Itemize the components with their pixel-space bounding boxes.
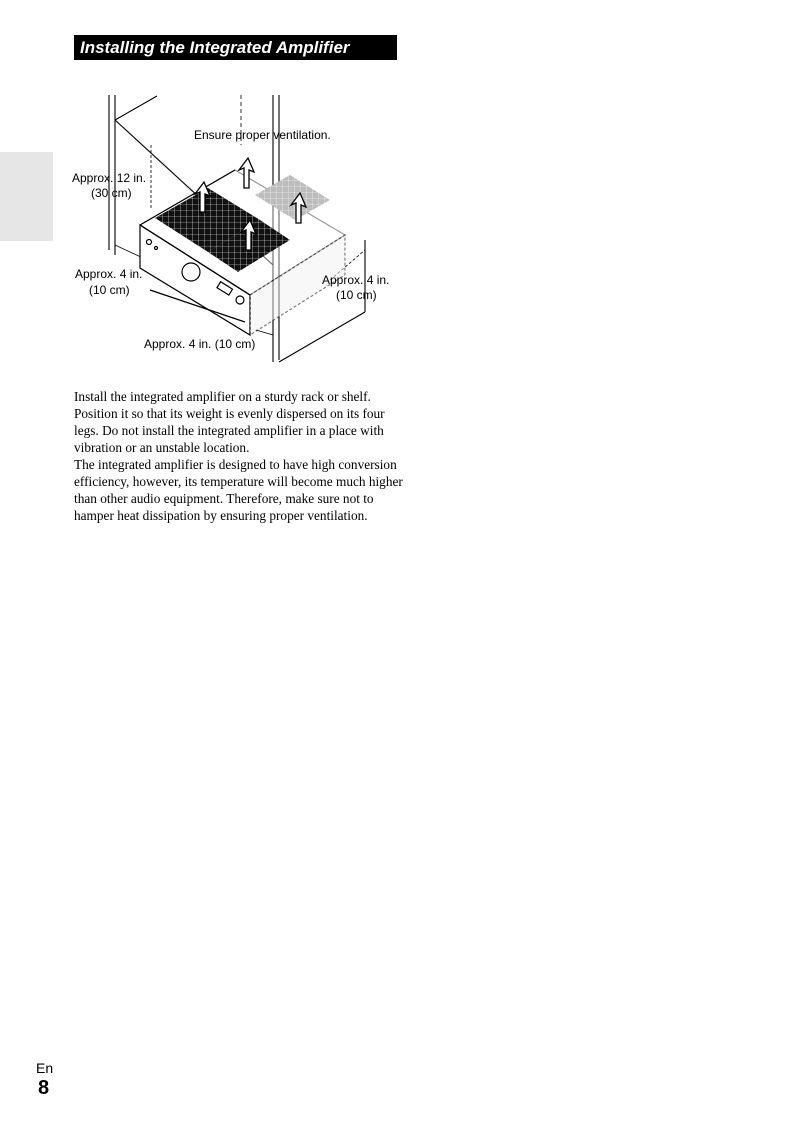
paragraph-installation: Install the integrated amplifier on a sturdy rack or shelf. Position it so that its weight is evenly dispersed on its four legs. Do not install the integrated amplifier in a place with vibration or an unstable location. [74,389,385,455]
body-text [74,388,404,524]
page-language: En [36,1060,54,1076]
paragraph-heat: The integrated amplifier is designed to have high conversion efficiency, however, its temperature will become much higher than other audio equipment. Therefore, make sure not to hamper heat dissipation by ensuring proper ventilation. [74,457,403,523]
label-top-clearance-1: Approx. 12 in. [72,171,147,185]
section-title: Installing the Integrated Amplifier [74,35,397,60]
label-right-clearance-1: Approx. 4 in. [322,273,390,287]
side-tab-marker [0,152,53,241]
label-left-clearance-2: (10 cm) [89,283,130,297]
label-left-clearance-1: Approx. 4 in. [75,267,143,281]
amplifier-unit [140,170,345,335]
label-right-clearance-2: (10 cm) [336,288,377,302]
installation-diagram-svg [60,90,405,370]
label-bottom-clearance: Approx. 4 in. (10 cm) [144,337,256,351]
label-ventilation: Ensure proper ventilation. [194,128,331,142]
page-number: 8 [38,1077,50,1099]
label-top-clearance-2: (30 cm) [91,186,132,200]
installation-diagram [60,90,405,370]
